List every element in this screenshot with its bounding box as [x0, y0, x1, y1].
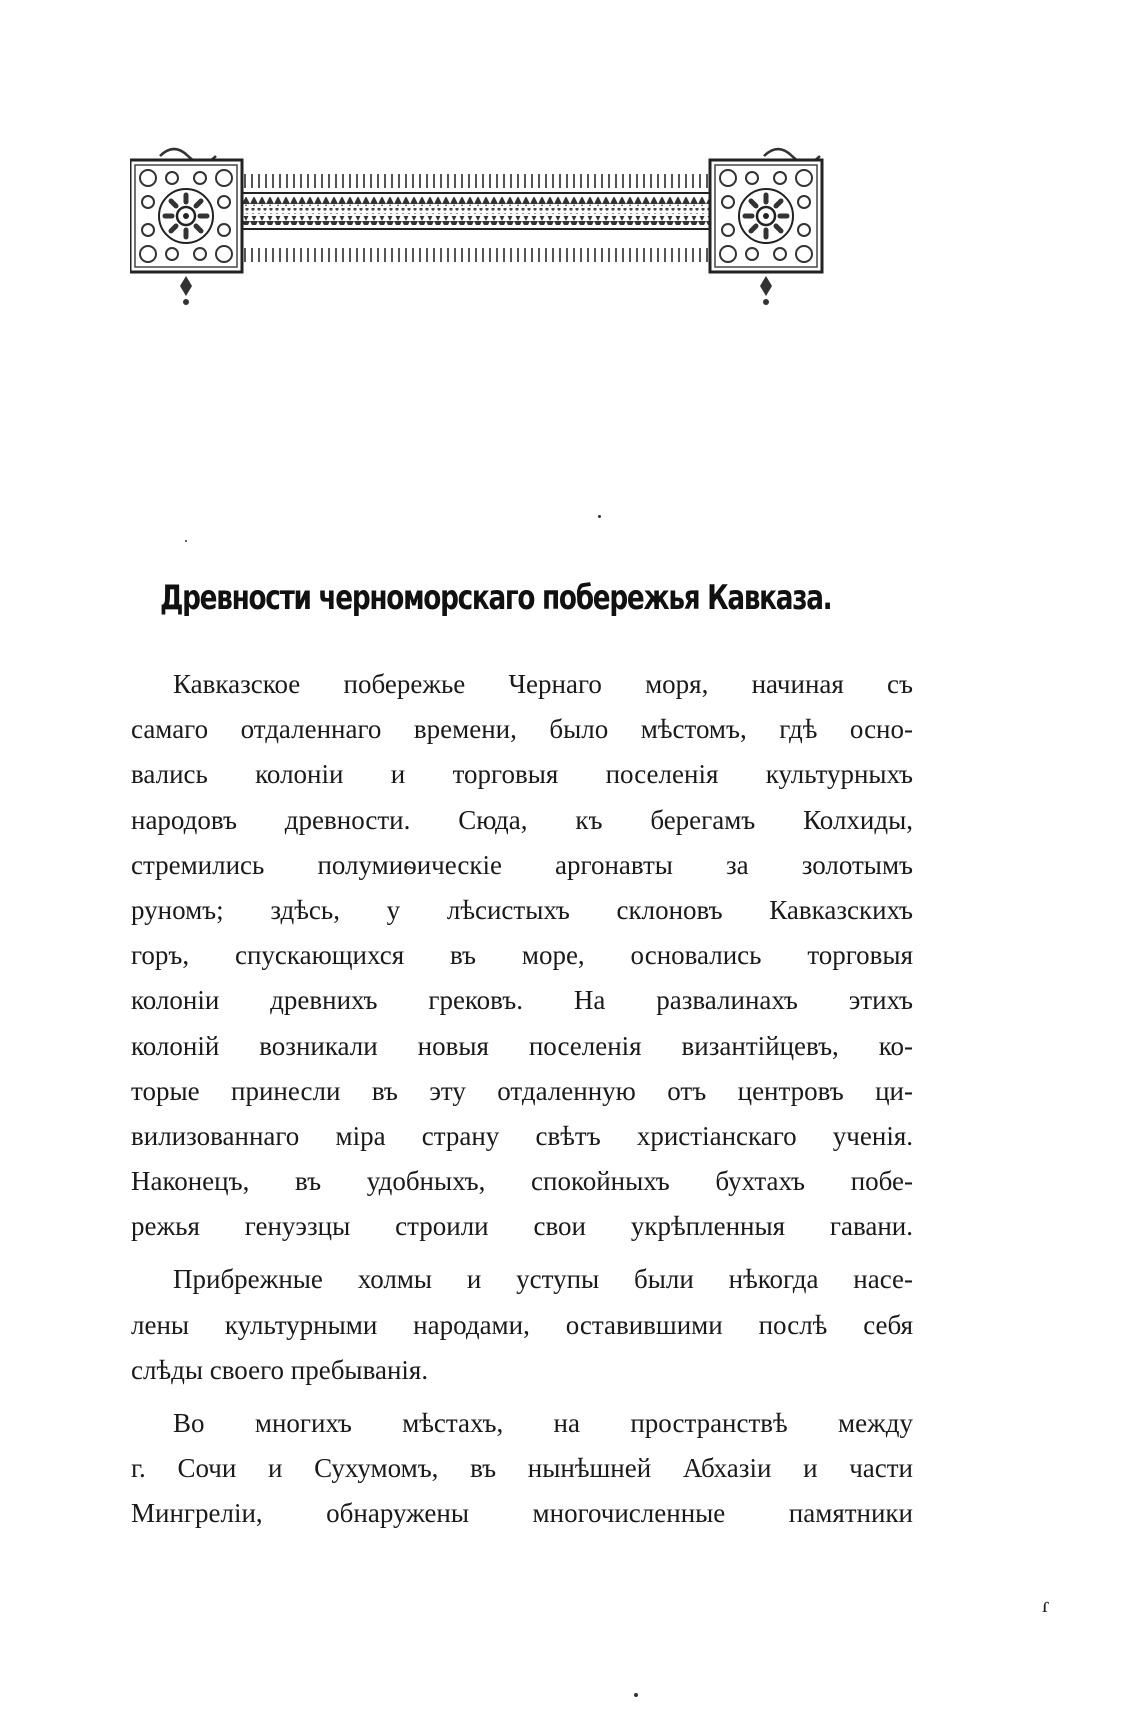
page-title: Древности черноморскаго побережья Кавказа. [160, 578, 832, 618]
text-line: самаго отдаленнаго времени, было мѣстомъ, гдѣ осно- [131, 714, 913, 745]
text-line: вилизованнаго міра страну свѣтъ христіанскаго ученія. [131, 1120, 913, 1151]
text-line: стремились полумиѳическіе аргонавты за золотымъ [131, 849, 913, 880]
text-line: вались колоніи и торговыя поселенія культурныхъ [131, 759, 913, 790]
text-line: торые принесли въ эту отдаленную отъ центровъ ци- [131, 1075, 913, 1106]
corner-mark: ɾ [1042, 1592, 1050, 1617]
text-line: слѣды своего пребыванія. [131, 1354, 429, 1385]
scan-speck [185, 540, 187, 542]
text-line: Мингреліи, обнаружены многочисленные памятники [131, 1498, 913, 1529]
scan-speck [634, 1693, 638, 1697]
text-line: Наконецъ, въ удобныхъ, спокойныхъ бухтахъ побе- [131, 1166, 913, 1197]
text-line: режья генуэзцы строили свои укрѣпленныя гавани. [131, 1211, 913, 1242]
text-line: народовъ древности. Сюда, къ берегамъ Колхиды, [131, 804, 913, 835]
text-line: колоній возникали новыя поселенія византійцевъ, ко- [131, 1030, 913, 1061]
text-line: горъ, спускающихся въ море, основались торговыя [131, 940, 913, 971]
text-line: Прибрежные холмы и уступы были нѣкогда насе- [173, 1264, 913, 1295]
decorative-headpiece [130, 140, 910, 340]
text-line: колоніи древнихъ грековъ. На развалинахъ этихъ [131, 985, 913, 1016]
scan-speck [598, 515, 601, 518]
text-line: г. Сочи и Сухумомъ, въ нынѣшней Абхазіи и части [131, 1453, 913, 1484]
text-line: лены культурными народами, оставившими послѣ себя [131, 1309, 913, 1340]
text-line: Кавказское побережье Чернаго моря, начиная съ [173, 669, 913, 699]
body-text [131, 662, 913, 1537]
text-line: руномъ; здѣсь, у лѣсистыхъ склоновъ Кавказскихъ [131, 894, 913, 925]
text-line: Во многихъ мѣстахъ, на пространствѣ между [173, 1408, 913, 1438]
